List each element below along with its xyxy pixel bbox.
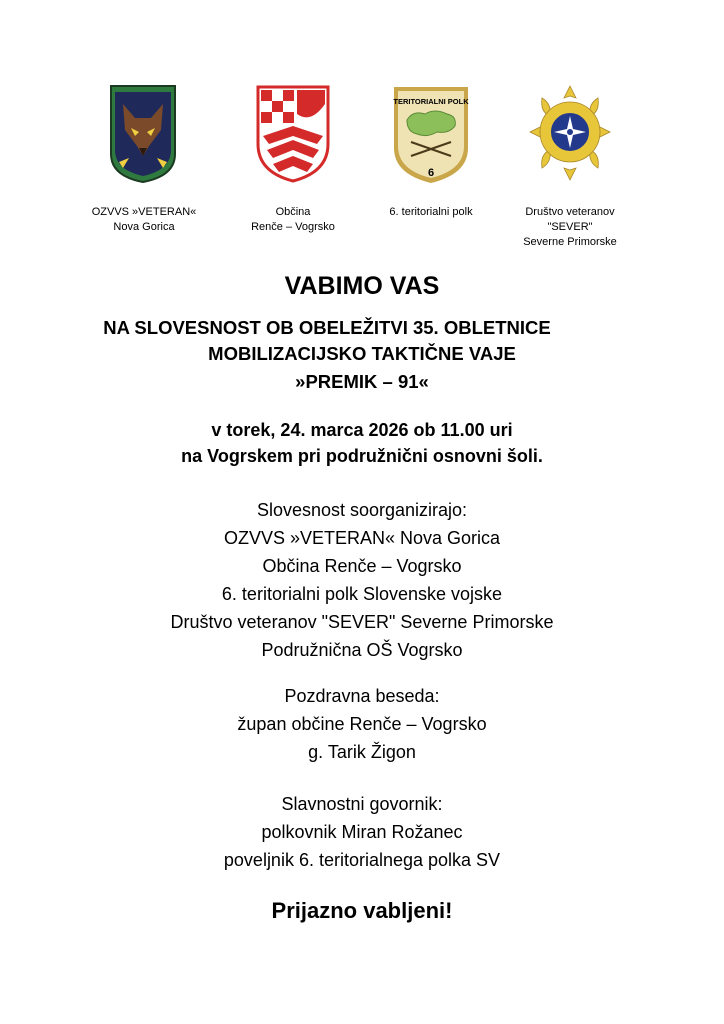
event-place: na Vogrskem pri podružnični osnovni šoli. [181,446,543,466]
invitation-subtitle-line-2: MOBILIZACIJSKO TAKTIČNE VAJE [208,343,516,364]
caption-line: 6. teritorialni polk [389,206,473,218]
caption-line: Občina [275,206,311,218]
ozvvs-veteran-caption [69,205,219,235]
caption-line: Severne Primorske [523,236,617,248]
organizer-item: Občina Renče – Vogrsko [262,556,462,576]
caption-line: Renče – Vogrsko [251,221,335,233]
ozvvs-veteran-emblem [109,84,177,184]
teritorialni-polk-caption [356,205,506,220]
closing-line: Prijazno vabljeni! [271,898,453,923]
greeting-section [0,682,724,766]
invitation-subtitle-line-1: NA SLOVESNOST OB OBELEŽITVI 35. OBLETNICE [103,317,551,338]
organizer-item: Društvo veteranov "SEVER" Severne Primorske [170,612,554,632]
organizer-item: 6. teritorialni polk Slovenske vojske [221,584,503,604]
teritorialni-polk-emblem [391,84,471,186]
drustvo-sever-caption [495,205,645,250]
caption-line: OZVVS »VETERAN« [91,206,197,218]
caption-line: "SEVER" [547,221,593,233]
greeting-role: župan občine Renče – Vogrsko [237,714,487,734]
invitation-title: VABIMO VAS [284,272,440,300]
caption-line: Nova Gorica [113,221,175,233]
badge-title: TERITORIALNI POLK [393,97,469,106]
event-date: v torek, 24. marca 2026 ob 11.00 uri [211,420,513,440]
invitation-subtitle-line-3: »PREMIK – 91« [295,371,429,392]
speaker-name: polkovnik Miran Rožanec [261,822,463,842]
obcina-rence-vogrsko-caption [218,205,368,235]
caption-line: Društvo veteranov [525,206,615,218]
speaker-section [0,790,724,874]
organizer-item: OZVVS »VETERAN« Nova Gorica [223,528,501,548]
organizers-label: Slovesnost soorganizirajo: [256,500,468,520]
greeting-name: g. Tarik Žigon [308,742,416,762]
obcina-rence-vogrsko-coat-of-arms [255,84,331,184]
drustvo-sever-emblem [522,84,618,184]
speaker-role: poveljnik 6. teritorialnega polka SV [223,850,501,870]
speaker-label: Slavnostni govornik: [281,794,443,814]
greeting-label: Pozdravna beseda: [284,686,440,706]
organizers-section [0,496,724,664]
organizer-item: Podružnična OŠ Vogrsko [261,640,463,660]
badge-number: 6 [427,167,435,179]
